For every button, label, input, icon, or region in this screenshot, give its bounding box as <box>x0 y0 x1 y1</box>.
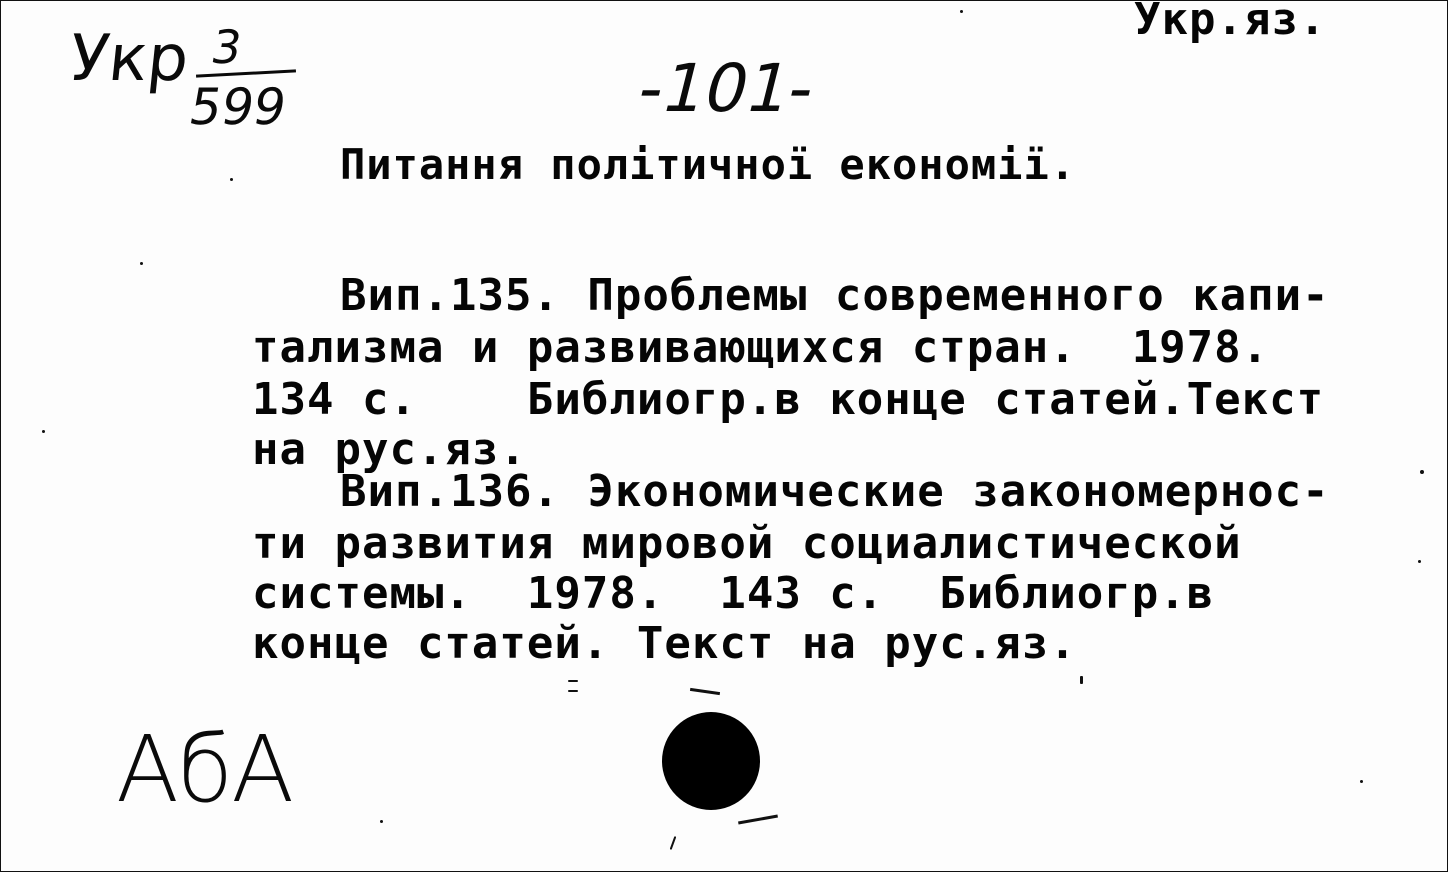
punch-hole-tick-top <box>690 688 720 695</box>
stamp-code: АбА <box>116 716 293 823</box>
scan-speck <box>1418 560 1421 563</box>
entry-1-line-4: на рус.яз. <box>252 424 527 475</box>
entry-1-line-3: 134 с. Библиогр.в конце статей.Текст <box>252 374 1325 425</box>
scan-speck <box>230 178 233 181</box>
scan-speck <box>42 430 45 433</box>
page-number: -101- <box>630 50 824 127</box>
scan-speck <box>1420 470 1424 474</box>
shelfmark-prefix: Укр <box>66 22 193 96</box>
scan-speck <box>670 836 677 850</box>
scan-speck <box>960 10 963 13</box>
scan-speck <box>140 262 143 265</box>
scan-speck <box>1080 676 1083 684</box>
scan-speck <box>1360 780 1363 783</box>
language-note: Укр.яз. <box>1134 0 1327 45</box>
shelfmark-denominator: 599 <box>184 78 291 136</box>
shelfmark-numerator: 3 <box>207 20 247 74</box>
punch-hole-tick-bottom <box>738 815 778 825</box>
entry-2-line-2: ти развития мировой социалистической <box>252 518 1242 569</box>
scan-speck <box>568 680 578 682</box>
entry-2-line-1: Вип.136. Экономические закономернос- <box>340 466 1330 517</box>
entry-1-line-2: тализма и развивающихся стран. 1978. <box>252 322 1270 373</box>
entry-2-line-4: конце статей. Текст на рус.яз. <box>252 618 1077 669</box>
punch-hole <box>662 712 760 810</box>
series-title: Питання політичної економії. <box>340 140 1077 189</box>
scan-speck <box>568 690 578 692</box>
scan-speck <box>380 820 383 823</box>
entry-1-line-1: Вип.135. Проблемы современного капи- <box>340 270 1330 321</box>
entry-2-line-3: системы. 1978. 143 с. Библиогр.в <box>252 568 1215 619</box>
